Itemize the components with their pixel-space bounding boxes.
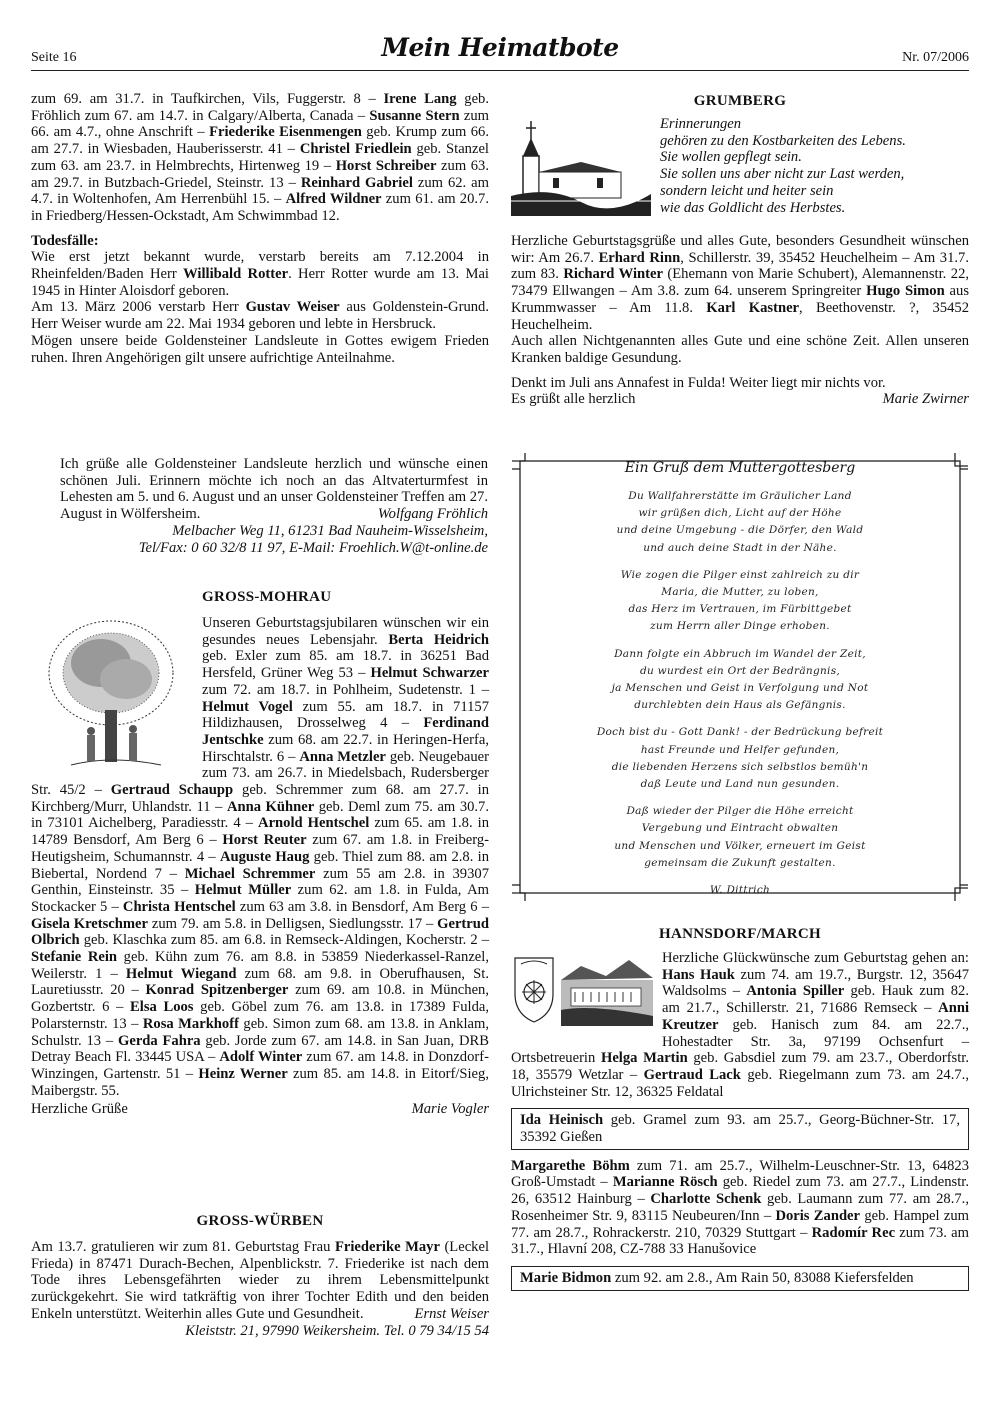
church-drawing	[511, 116, 651, 216]
text-run: aus Goldenstein-Grund. Herr Weiser wurde am 22. Mai 1934 geboren und lebte in Hersbruck.	[31, 299, 489, 333]
text-run: geb. Hanisch zum 84. am 22.7., Hohestadter Str. 3a, 97199 Ochsenfurt – Ortsbetreuerin	[511, 1016, 969, 1067]
text-run: geb. Laumann zum 77. am 28.7., Rosenheimer Str. 9, 83115 Neubeuren/Inn –	[511, 1191, 969, 1224]
person-name: Margarethe Böhm	[511, 1157, 630, 1174]
grumberg-signature: Marie Zwirner	[882, 391, 969, 408]
person-name: Marianne Rösch	[612, 1174, 718, 1191]
hannsdorf-illustration	[511, 950, 656, 1034]
text-run: zum 55. am 18.7. in 71157 Hildizhausen, Drosselweg 4 –	[202, 698, 489, 732]
highlight-text	[520, 1270, 960, 1287]
grumberg-annafest: Denkt im Juli ans Annafest in Fulda! Weiter liegt mir nichts vor.	[511, 374, 886, 391]
person-name: Alfred Wildner	[285, 191, 382, 208]
greeting-text: Ich grüße alle Goldensteiner Landsleute herzlich und wünsche einen schönen Juli. Erinnern möchte ich noch an das Altvaterturmfest in Lehesten am 5. und 6. August und an unser Goldensteiner Treffen am 27. August in Wölfersheim. Wolfgang Fröhlich	[60, 456, 488, 523]
text-run: geb. Hampel zum 77. am 28.7., Rohrackerstr. 210, 70329 Stuttgart –	[511, 1207, 969, 1241]
person-name: Hans Hauk	[662, 966, 735, 983]
text-run: geb. Neugebauer zum 73. am 26.7. in Miedelsbach, Rudersberger Str. 45/2 –	[31, 748, 489, 799]
gross-mohrau-title: GROSS-MOHRAU	[202, 589, 332, 605]
poem-stanza	[525, 646, 955, 715]
hannsdorf-highlight-1	[511, 1108, 969, 1149]
person-name: Gertraud Lack	[643, 1066, 741, 1083]
text-run: zum 68. am 22.7. in Heringen-Herfa, Hirschtalstr. 6 –	[202, 731, 489, 765]
header-rule	[31, 70, 969, 71]
poem-line: Daß wieder der Pilger die Höhe erreicht	[626, 805, 854, 818]
person-name: Gertrud Olbrich	[31, 915, 489, 949]
gross-mohrau-closing	[31, 1101, 489, 1118]
text-run: zum 92. am 2.8., Am Rain 50, 83088 Kiefersfelden	[611, 1269, 914, 1286]
text-run: Herzliche Geburtstagsgrüße und alles Gute, besonders Gesundheit wünschen wir: Am 26.7.	[511, 233, 969, 266]
person-name: Auguste Haug	[219, 848, 310, 865]
person-name: Christa Hentschel	[122, 898, 236, 915]
gruss-box-title: Ein Gruß dem Muttergottesberg	[624, 460, 856, 476]
hannsdorf-birthdays-2	[511, 1158, 969, 1258]
grumberg-poem	[660, 116, 970, 216]
person-name: Gerda Fahra	[117, 1032, 201, 1049]
person-name: Horst Reuter	[222, 832, 307, 849]
person-name: Heinz Werner	[198, 1065, 288, 1082]
person-name: Konrad Spitzenberger	[145, 982, 289, 999]
person-name: Rosa Markhoff	[142, 1015, 239, 1032]
poem-line: daß Leute und Land nun gesunden.	[640, 778, 840, 791]
text-run: . Herr Rotter wurde am 13. Mai 1945 in Hinter Aloisdorf geboren.	[31, 266, 489, 299]
poem-line: sondern leicht und heiter sein	[660, 182, 834, 199]
text-run: zum 67. am 14.8. in Donzdorf-Winzingen, Gartenstr. 51 –	[31, 1049, 489, 1082]
person-name: Gertraud Schaupp	[110, 782, 234, 799]
text-run: geb. Stanzel zum 63. am 23.7. in Helmbrechts, Hirtenweg 19 –	[31, 141, 489, 174]
left-top-section	[31, 91, 489, 366]
birthday-list-cont	[31, 91, 489, 225]
poem-line: die liebenden Herzens sich selbstlos bemüh'n	[611, 760, 869, 773]
person-name: Reinhard Gabriel	[300, 174, 413, 191]
text-run: zum 74. am 19.7., Burgstr. 12, 35647 Waldsolms –	[662, 966, 969, 1000]
grumberg-birthdays	[511, 233, 969, 333]
poem-stanza	[525, 803, 955, 872]
closing-text: Herzliche Grüße	[31, 1101, 128, 1118]
person-name: Elsa Loos	[130, 999, 194, 1016]
text-run: zum 55 am 2.8. in 39307 Genthin, Einsteinstr. 35 –	[31, 865, 489, 899]
gross-wuerben-section	[31, 1239, 489, 1339]
person-name: Christel Friedlein	[299, 141, 412, 158]
hannsdorf-section	[511, 950, 969, 1291]
person-name: Helmut Vogel	[202, 698, 293, 715]
person-name: Gustav Weiser	[245, 299, 340, 316]
poem-line: Wie zogen die Pilger einst zahlreich zu dir	[620, 568, 860, 581]
person-name: Friederike Mayr	[334, 1239, 440, 1255]
church-illustration	[511, 116, 651, 216]
poem-stanza	[525, 724, 955, 793]
poem-line: durchlebten dein Haus als Gefängnis.	[634, 699, 846, 712]
poem-line: zum Herrn aller Dinge erhoben.	[650, 620, 830, 633]
gross-mohrau-section	[31, 615, 489, 1118]
person-name: Stefanie Rein	[31, 949, 118, 966]
person-name: Helmut Müller	[194, 882, 292, 899]
text-run: zum 63. am 29.7. in Butzbach-Griedel, Steinstr. 13 –	[31, 157, 490, 191]
froehlich-greeting	[60, 456, 488, 556]
text-run: zum 67. am 1.8. in Freiberg-Heutigsheim, Schumannstr. 4 –	[31, 832, 489, 865]
text-run: aus Krummwasser – Am 11.8.	[511, 283, 970, 316]
person-name: Helmut Wiegand	[125, 965, 237, 982]
text-run: zum 61. am 20.7. in Friedberg/Hessen-Ockstadt, Am Schwimmbad 12.	[31, 191, 489, 224]
text-run: zum 66. am 4.7., ohne Anschrift –	[31, 107, 489, 141]
poem-line: Vergebung und Eintracht obwalten	[641, 822, 839, 835]
text-run: Am 13.7. gratulieren wir zum 81. Geburtstag Frau	[31, 1239, 335, 1255]
person-name: Ferdinand Jentschke	[202, 715, 489, 748]
poem-line: und deine Umgebung - die Dörfer, den Wald	[616, 524, 864, 537]
text-run: (Ehemann von Marie Schubert), Alemannenstr. 22, 73479 Ellwangen – Am 3.8. zum 64. unserem Springreiter	[511, 266, 970, 300]
text-run: geb. Hauk zum 82. am 21.7., Schillerstr. 21, 71686 Remseck –	[662, 983, 969, 1017]
person-name: Doris Zander	[775, 1207, 861, 1224]
text-run: geb. Jorde zum 67. am 14.8. in San Juan, DRB Detray Beach Fl. 33445 USA –	[31, 1032, 489, 1066]
text-run: geb. Kühn zum 76. am 8.8. in 53859 Niederkassel-Ranzel, Weilerstr. 1 –	[31, 949, 489, 982]
poem-line: Maria, die Mutter, zu loben,	[661, 586, 819, 599]
gruss-box-poem	[525, 488, 955, 899]
poem-stanza	[525, 488, 955, 557]
grumberg-wishes: Auch allen Nichtgenannten alles Gute und eine schöne Zeit. Allen unseren Kranken baldige Gesundung.	[511, 333, 969, 366]
text-run: zum 85. am 14.8. in Eitorf/Sieg, Maibergstr. 55.	[31, 1065, 489, 1099]
obituary-weiser	[31, 299, 489, 332]
greeting-address: Melbacher Weg 11, 61231 Bad Nauheim-Wisselsheim,	[172, 522, 488, 539]
gross-wuerben-title: GROSS-WÜRBEN	[196, 1213, 324, 1229]
person-name: Anna Kühner	[226, 798, 315, 815]
text-run: zum 62. am 4.7. in Woltenhofen, Am Herrenbühl 15. –	[31, 174, 489, 208]
poem-line: ja Menschen und Geist in Verfolgung und Not	[611, 682, 869, 695]
poem-signature: W. Dittrich	[709, 884, 771, 897]
person-name: Gisela Kretschmer	[31, 915, 149, 932]
text-run: zum 68. am 9.8. in Oberufhausen, St. Lauretiusstr. 20 –	[31, 965, 489, 999]
text-run: zum 69. am 10.8. in München, Gozbertstr. 6 –	[31, 982, 489, 1016]
text-run: geb. Thiel zum 88. am 2.8. in Biebertal, Nordend 7 –	[31, 848, 489, 882]
grumberg-closing	[511, 391, 969, 408]
text-run: geb. Gabsdiel zum 79. am 23.7., Oberdorfstr. 18, 35579 Wetzlar –	[511, 1050, 969, 1083]
poem-line: und Menschen und Völker, erneuert im Geist	[614, 839, 866, 852]
text-run: geb. Göbel zum 76. am 13.8. in 17389 Fulda, Polarsternstr. 13 –	[31, 999, 490, 1032]
poem-line: Erinnerungen	[660, 116, 742, 132]
poem-line: das Herz im Vertrauen, im Fürbittgebet	[628, 603, 852, 616]
tree-illustration	[31, 615, 196, 780]
poem-line: Du Wallfahrerstätte im Gräulicher Land	[628, 490, 852, 502]
todesfaelle-heading: Todesfälle:	[31, 232, 99, 249]
crest-and-castle	[511, 950, 656, 1030]
poem-line: Sie sollen uns aber nicht zur Last werden,	[660, 166, 905, 183]
text-run: zum 72. am 18.7. in Pohlheim, Sudetenstr. 1 –	[202, 681, 489, 698]
poem-line: wir grüßen dich, Licht auf der Höhe	[638, 507, 842, 520]
gross-wuerben-address: Kleiststr. 21, 97990 Weikersheim. Tel. 0 79 34/15 54	[185, 1322, 489, 1339]
poem-line: gehören zu den Kostbarkeiten des Lebens.	[660, 132, 906, 149]
poem-line: Dann folgte ein Abbruch im Wandel der Zeit,	[614, 647, 866, 660]
poem-line: Sie wollen gepflegt sein.	[660, 149, 802, 166]
poem-line: du wurdest ein Ort der Bedrängnis,	[639, 664, 841, 677]
issue-number: Nr. 07/2006	[902, 50, 969, 65]
text-run: geb. Fröhlich zum 67. am 14.7. in Calgary/Alberta, Canada –	[31, 91, 489, 124]
text-run: zum 62. am 1.8. in Fulda, Am Stockacker 5 –	[31, 882, 489, 915]
closing-text: Es grüßt alle herzlich	[511, 391, 636, 408]
text-run: zum 71. am 25.7., Wilhelm-Leuschner-Str. 13, 64823 Groß-Umstadt –	[511, 1157, 969, 1191]
text-run: Wie erst jetzt bekannt wurde, verstarb bereits am 7.12.2004 in Rheinfelden/Baden Herr	[31, 249, 489, 283]
text-run: , Schillerstr. 39, 35452 Heuchelheim – Am 31.7. zum 83.	[511, 249, 969, 283]
text-run: geb. Riedel zum 73. am 27.7., Lindenstr. 26, 63512 Hainburg –	[511, 1174, 969, 1208]
person-name: Susanne Stern	[369, 107, 460, 124]
poem-line: wie das Goldlicht des Herbstes.	[660, 199, 846, 216]
masthead-logo: Mein Heimatbote	[381, 33, 619, 62]
person-name: Marie Bidmon	[520, 1269, 612, 1286]
person-name: Charlotte Schenk	[650, 1191, 762, 1208]
text-run: Unseren Geburtstagsjubilaren wünschen wir ein gesundes neues Lebensjahr.	[202, 615, 489, 648]
person-name: Helmut Schwarzer	[370, 665, 489, 682]
gross-mohrau-signature: Marie Vogler	[411, 1101, 489, 1118]
text-run: Herzliche Glückwünsche zum Geburtstag gehen an:	[662, 950, 969, 966]
person-name: Hugo Simon	[866, 283, 945, 300]
text-run: zum 73. am 31.7., Hlavní 208, CZ-788 33 Hanušovice	[511, 1224, 969, 1258]
text-run: geb. Schremmer zum 68. am 27.7. in Kirchberg/Murr, Uhlandstr. 11 –	[31, 782, 489, 815]
text-run: geb. Deml zum 75. am 30.7. in 73101 Aichelberg, Paradiesstr. 4 –	[31, 798, 490, 832]
person-name: Karl Kastner	[706, 299, 800, 316]
tree-drawing	[31, 615, 191, 775]
text-run: geb. Simon zum 68. am 13.8. in Anklam, Schulstr. 13 –	[31, 1015, 490, 1049]
person-name: Anna Metzler	[299, 748, 386, 765]
person-name: Ida Heinisch	[520, 1112, 604, 1129]
text-run: zum 69. am 31.7. in Taufkirchen, Vils, Fuggerstr. 8 –	[31, 91, 384, 107]
gruss-box	[511, 452, 969, 902]
poem-line: hast Freunde und Helfer gefunden,	[640, 743, 840, 756]
poem-line: und auch deine Stadt in der Nähe.	[643, 541, 837, 554]
text-run: geb. Krump zum 66. am 27.7. in Wiesbaden, Hauberisserstr. 41 –	[31, 124, 490, 158]
highlight-text	[520, 1112, 960, 1145]
greeting-contact: Tel/Fax: 0 60 32/8 11 97, E-Mail: Froehlich.W@t-online.de	[138, 539, 488, 556]
hannsdorf-highlight-2	[511, 1266, 969, 1291]
text-run: geb. Gramel zum 93. am 25.7., Georg-Büchner-Str. 17, 35392 Gießen	[520, 1112, 960, 1146]
obituary-closing: Mögen unsere beide Goldensteiner Landsleute in Gottes ewigem Frieden ruhen. Ihren Angehörigen gilt unsere aufrichtige Anteilnahme.	[31, 332, 489, 366]
person-name: Willibald Rotter	[183, 266, 289, 283]
poem-line: Doch bist du - Gott Dank! - der Bedrückung befreit	[596, 726, 884, 739]
person-name: Helga Martin	[600, 1050, 688, 1067]
person-name: Adolf Winter	[219, 1049, 303, 1066]
text-run: zum 63 am 3.8. in Bensdorf, Am Berg 6 –	[235, 898, 489, 915]
text-run: Am 13. März 2006 verstarb Herr	[31, 299, 246, 316]
person-name: Radomír Rec	[811, 1224, 896, 1241]
grumberg-section	[511, 233, 969, 408]
person-name: Horst Schreiber	[335, 157, 437, 174]
person-name: Berta Heidrich	[388, 631, 489, 648]
person-name: Antonia Spiller	[746, 983, 845, 1000]
page-number: Seite 16	[31, 50, 77, 65]
text-run: geb. Klaschka zum 85. am 6.8. in Remseck-Aldingen, Kocherstr. 2 –	[79, 932, 489, 949]
person-name: Michael Schremmer	[184, 865, 316, 882]
person-name: Anni Kreutzer	[662, 1000, 969, 1033]
text-run: (Leckel Frieda) in 87471 Durach-Bechen, Alpenblickstr. 7. Friederike ist nach dem Tode ihres Lebensgefährten wieder zu ihrem Lebensmittelpunkt zurückgekehrt. Sie wird tatkräftig von ihrer Tochter Edith und den beiden Enkeln unterstützt. Weiterhin alles Gute und Gesundheit.	[31, 1239, 490, 1322]
person-name: Richard Winter	[563, 266, 663, 283]
poem-line: gemeinsam die Zukunft gestalten.	[644, 856, 836, 869]
obituary-rotter	[31, 249, 489, 299]
poem-stanza	[525, 567, 955, 636]
person-name: Friederike Eisenmengen	[209, 124, 362, 141]
person-name: Erhard Rinn	[598, 249, 681, 266]
hannsdorf-title: HANNSDORF/MARCH	[659, 926, 821, 942]
grumberg-title: GRUMBERG	[693, 93, 787, 109]
text-run: zum 65. am 1.8. in 14789 Bensdorf, Am Berg 6 –	[31, 815, 489, 849]
person-name: Arnold Hentschel	[258, 815, 370, 832]
greeting-signature: Wolfgang Fröhlich	[377, 506, 488, 523]
text-run: geb. Riegelmann zum 73. am 24.7., Ulrichsteiner Str. 12, 36325 Feldatal	[511, 1066, 969, 1100]
gross-wuerben-signature: Ernst Weiser	[414, 1305, 489, 1322]
text-run: geb. Exler zum 85. am 18.7. in 36251 Bad Hersfeld, Grüner Weg 53 –	[202, 648, 489, 682]
gross-wuerben-text	[31, 1239, 489, 1323]
text-run: , Beethovenstr. ?, 35452 Heuchelheim.	[511, 299, 969, 333]
person-name: Irene Lang	[383, 91, 457, 107]
text-run: zum 79. am 5.8. in Delligsen, Siedlungsstr. 17 –	[148, 915, 438, 932]
